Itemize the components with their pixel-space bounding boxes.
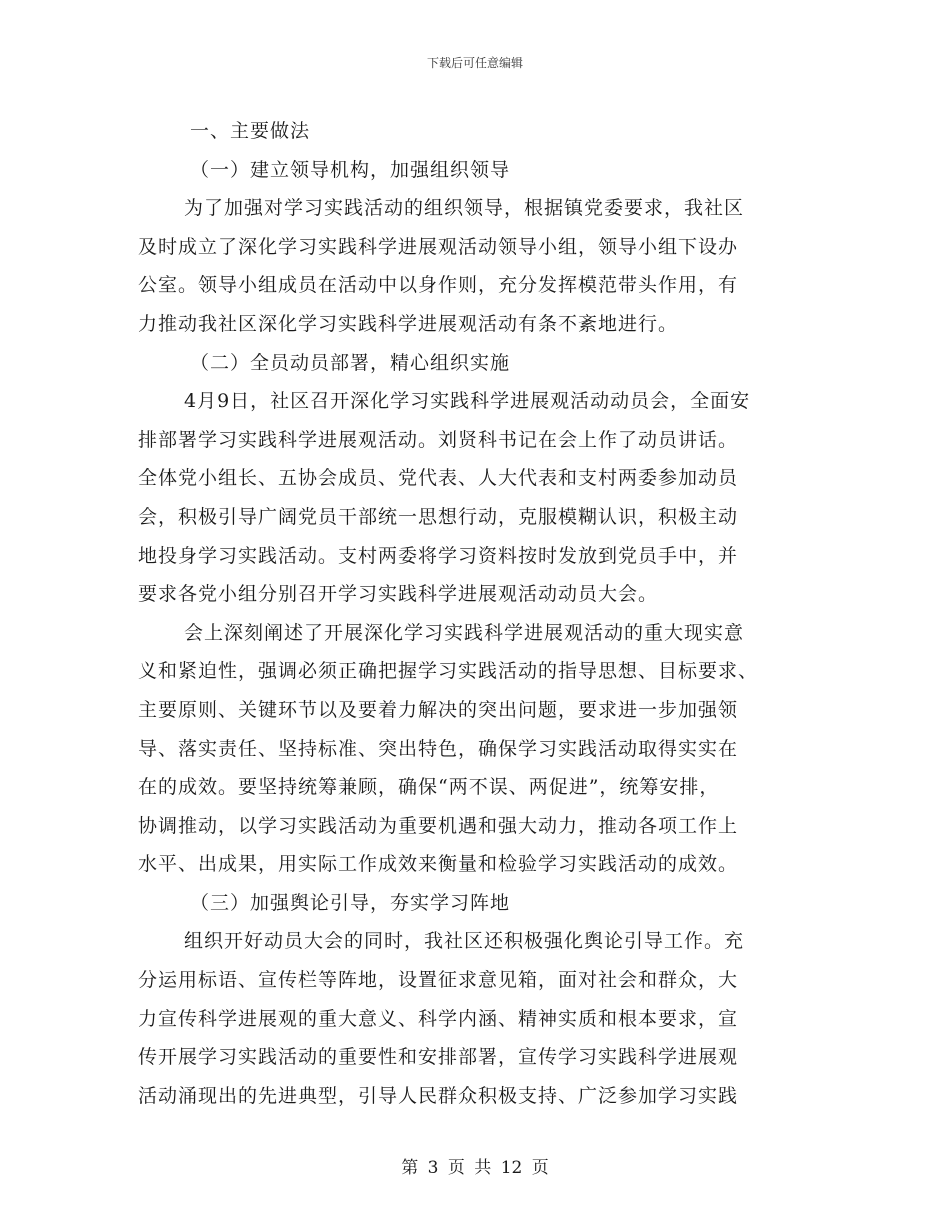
paragraph-line: 力推动我社区深化学习实践科学进展观活动有条不紊地进行。 bbox=[138, 312, 679, 335]
paragraph-line: 分运用标语、宣传栏等阵地，设置征求意见箱，面对社会和群众，大 bbox=[138, 969, 739, 992]
paragraph-line: 协调推动，以学习实践活动为重要机遇和强大动力，推动各项工作上 bbox=[138, 814, 739, 837]
paragraph-first-line: 4月9日，社区召开深化学习实践科学进展观活动动员会，全面安 bbox=[184, 390, 751, 413]
paragraph-line: 地投身学习实践活动。支村两委将学习资料按时发放到党员手中，并 bbox=[138, 544, 739, 567]
paragraph-line: 公室。领导小组成员在活动中以身作则，充分发挥模范带头作用，有 bbox=[138, 274, 739, 297]
paragraph-line: 主要原则、关键环节以及要着力解决的突出问题，要求进一步加强领 bbox=[138, 698, 739, 721]
paragraph-line: 全体党小组长、五协会成员、党代表、人大代表和支村两委参加动员 bbox=[138, 467, 739, 490]
paragraph-line: 及时成立了深化学习实践科学进展观活动领导小组，领导小组下设办 bbox=[138, 235, 739, 258]
subsection-heading: （一）建立领导机构，加强组织领导 bbox=[190, 158, 511, 181]
paragraph-line: 要求各党小组分别召开学习实践科学进展观活动动员大会。 bbox=[138, 583, 659, 606]
paragraph-first-line: 会上深刻阐述了开展深化学习实践科学进展观活动的重大现实意 bbox=[184, 621, 745, 644]
paragraph-first-line: 组织开好动员大会的同时，我社区还积极强化舆论引导工作。充 bbox=[184, 930, 745, 953]
page-number-footer: 第 3 页 共 12 页 bbox=[401, 1158, 549, 1178]
paragraph-line: 水平、出成果，用实际工作成效来衡量和检验学习实践活动的成效。 bbox=[138, 853, 739, 876]
paragraph-line: 传开展学习实践活动的重要性和安排部署，宣传学习实践科学进展观 bbox=[138, 1046, 739, 1069]
subsection-heading: （三）加强舆论引导，夯实学习阵地 bbox=[190, 891, 511, 914]
paragraph-first-line: 为了加强对学习实践活动的组织领导，根据镇党委要求，我社区 bbox=[184, 197, 745, 220]
section-heading: 一、主要做法 bbox=[190, 120, 311, 142]
paragraph-line: 会，积极引导广阔党员干部统一思想行动，克服模糊认识，积极主动 bbox=[138, 505, 739, 528]
paragraph-line: 在的成效。要坚持统筹兼顾，确保“两不误、两促进”，统筹安排， bbox=[138, 776, 720, 799]
paragraph-line: 导、落实责任、坚持标准、突出特色，确保学习实践活动取得实实在 bbox=[138, 737, 739, 760]
document-body bbox=[138, 112, 810, 1115]
paragraph-line: 排部署学习实践科学进展观活动。刘贤科书记在会上作了动员讲话。 bbox=[138, 428, 739, 451]
page-header-note: 下载后可任意编辑 bbox=[426, 56, 523, 70]
subsection-heading: （二）全员动员部署，精心组织实施 bbox=[190, 351, 511, 374]
paragraph-line: 义和紧迫性，强调必须正确把握学习实践活动的指导思想、目标要求、 bbox=[138, 660, 759, 683]
paragraph-line: 活动涌现出的先进典型，引导人民群众积极支持、广泛参加学习实践 bbox=[138, 1084, 739, 1107]
paragraph-line: 力宣传科学进展观的重大意义、科学内涵、精神实质和根本要求，宣 bbox=[138, 1007, 739, 1030]
